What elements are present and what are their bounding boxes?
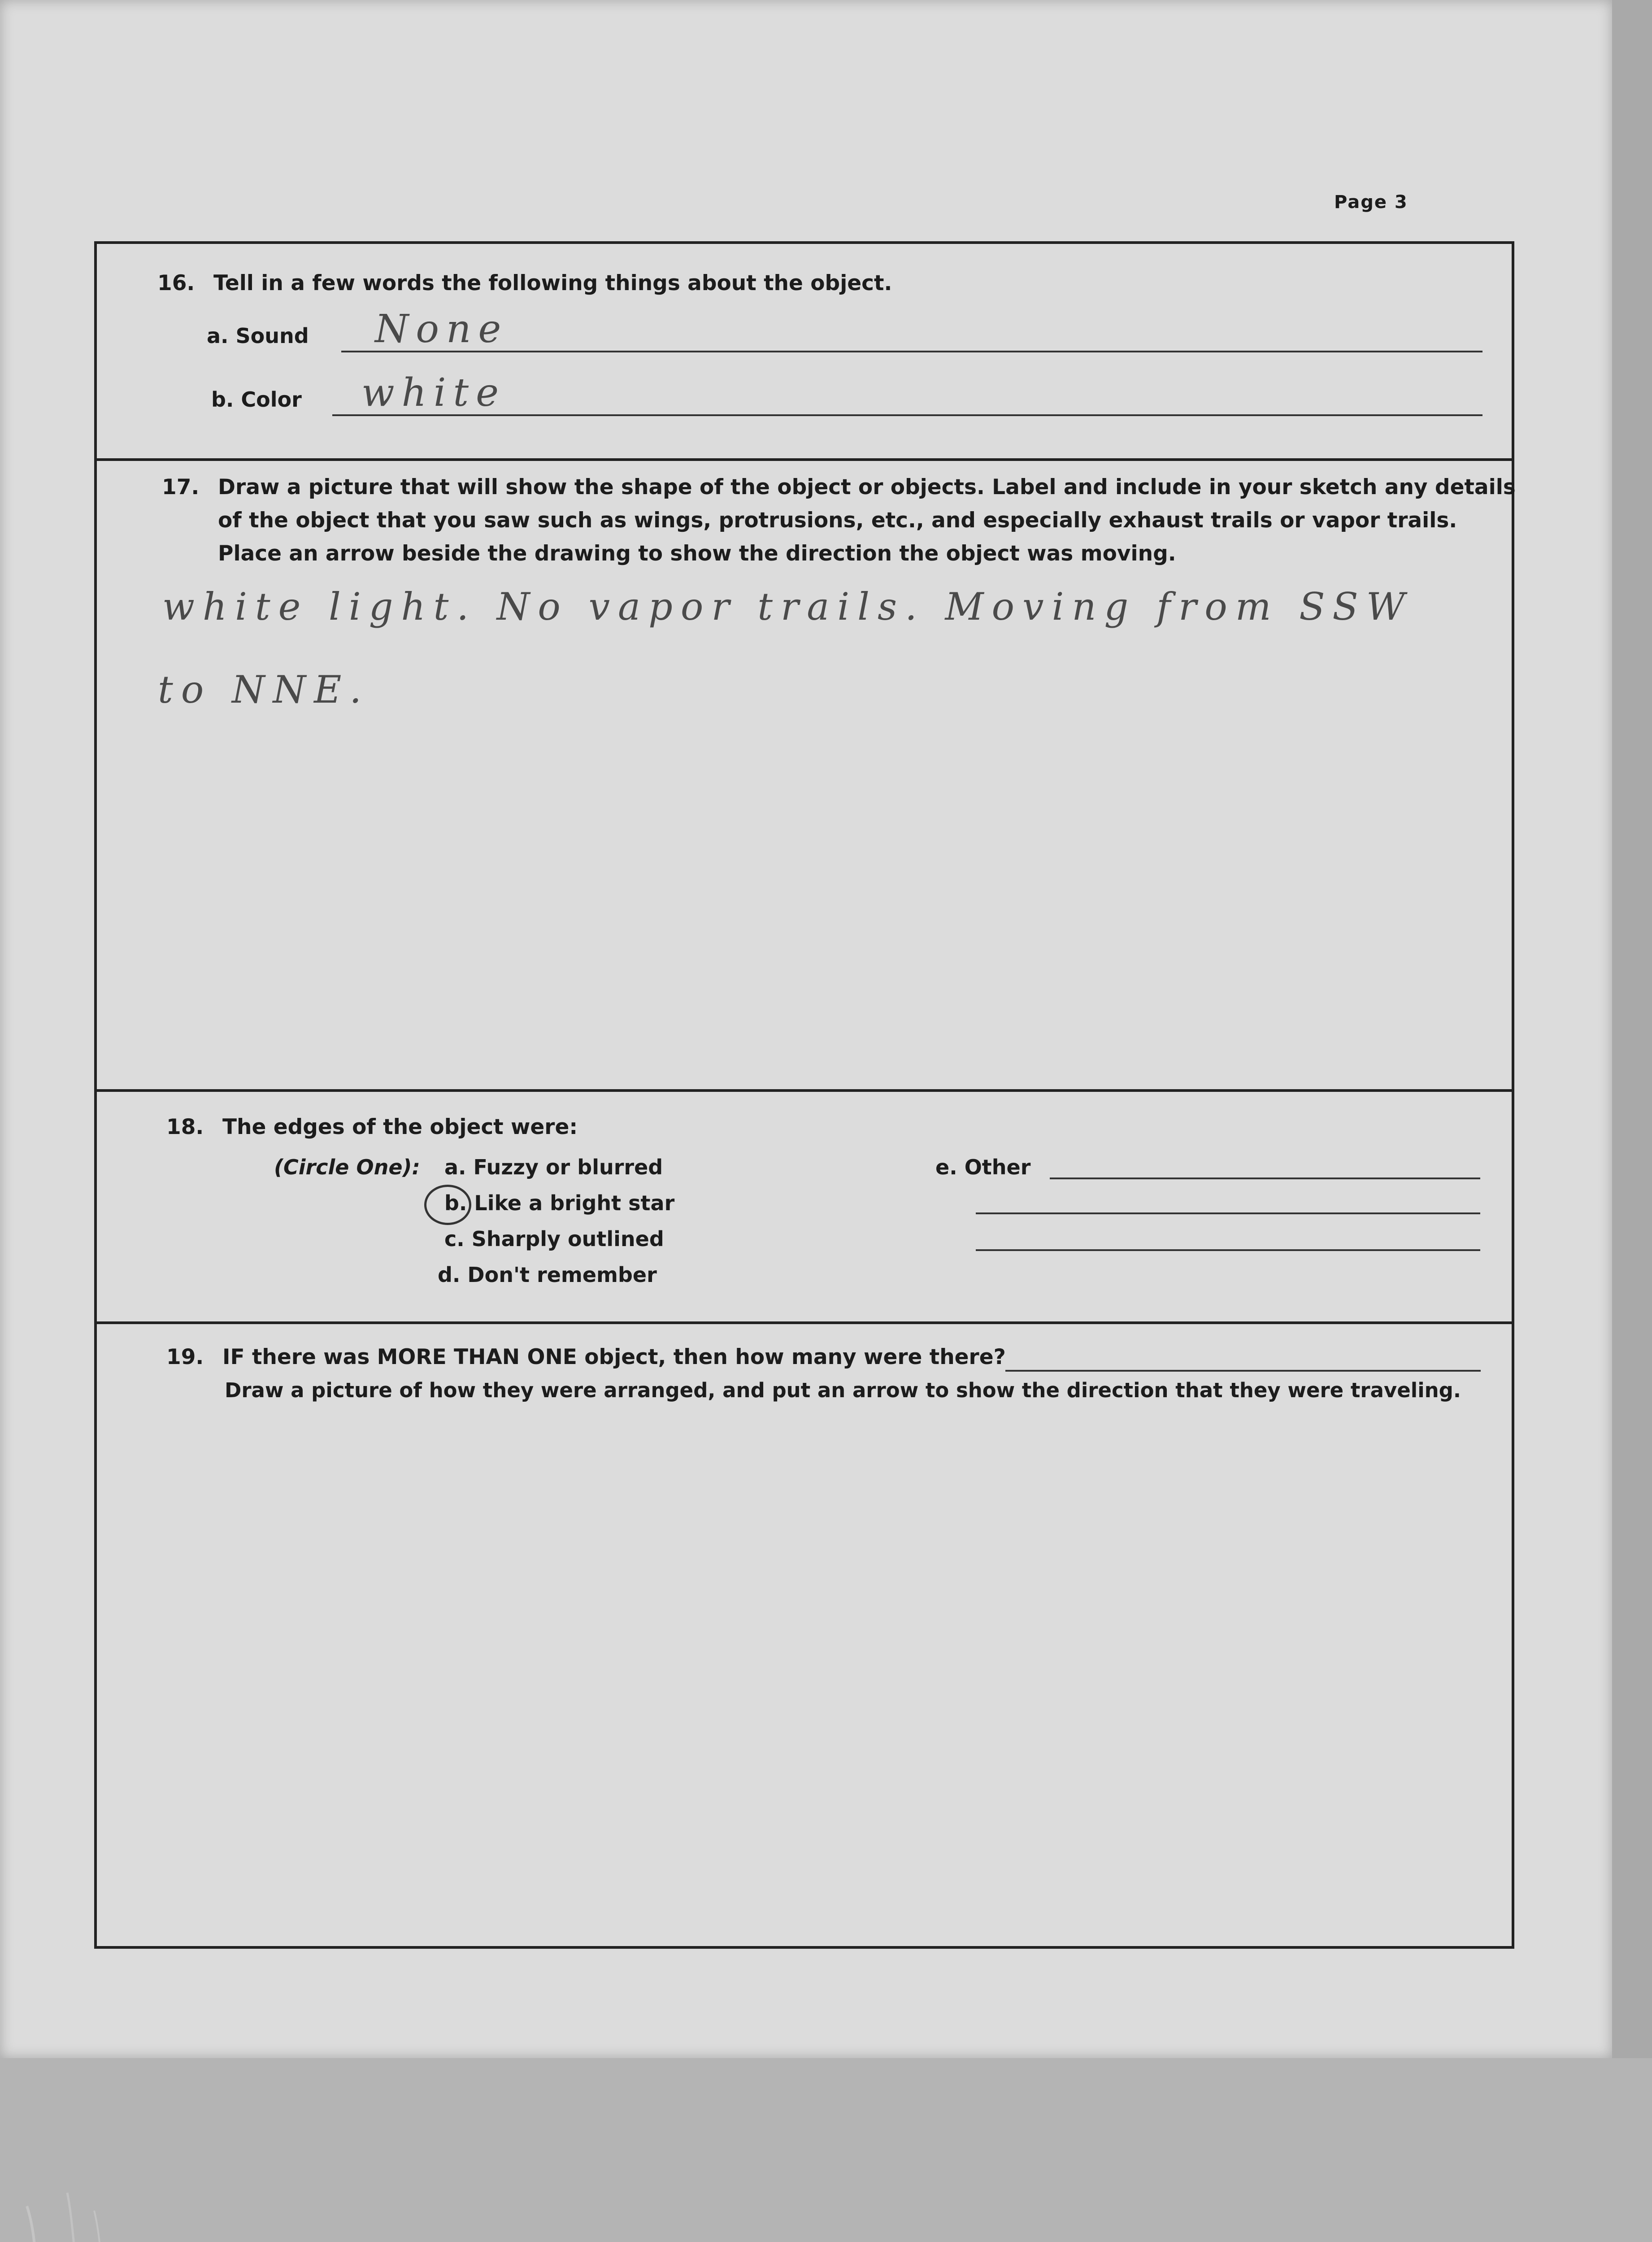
q18-other-line2[interactable]	[976, 1212, 1480, 1214]
q18-option-a[interactable]: a. Fuzzy or blurred	[444, 1155, 663, 1179]
q19-text: IF there was MORE THAN ONE object, then how many were there?	[222, 1345, 1006, 1369]
q18-number: 18.	[166, 1115, 204, 1139]
q17-line1	[162, 475, 1516, 500]
q17-text-line3: Place an arrow beside the drawing to show the direction the object was moving.	[218, 541, 1176, 566]
q18-option-d[interactable]: d. Don't remember	[438, 1263, 657, 1287]
page-number: Page 3	[1334, 192, 1408, 213]
q18-option-e[interactable]: e. Other	[935, 1155, 1031, 1179]
q16-text: Tell in a few words the following things about the object.	[213, 271, 892, 295]
q16-sound-answer[interactable]: None	[375, 307, 509, 352]
q17-answer-line2: to NNE.	[158, 668, 370, 712]
q16-number: 16.	[157, 271, 195, 295]
q18-other-line1[interactable]	[1050, 1177, 1480, 1179]
q18-heading	[166, 1115, 578, 1139]
q18-instruction: (Circle One):	[274, 1155, 420, 1179]
q18-option-b[interactable]: b. Like a bright star	[444, 1191, 675, 1215]
q16-heading	[157, 271, 892, 295]
q17-text-line2: of the object that you saw such as wings, protrusions, etc., and especially exhaust trails or vapor trails.	[218, 508, 1457, 533]
q18-other-line3[interactable]	[976, 1249, 1480, 1251]
q18-text: The edges of the object were:	[222, 1115, 578, 1139]
form-box	[94, 241, 1514, 1949]
q19-heading	[166, 1345, 1006, 1369]
divider-16-17	[97, 458, 1512, 461]
q19-number: 19.	[166, 1345, 204, 1369]
q16-sound-label: a. Sound	[207, 324, 309, 348]
film-scratch-marks	[0, 2058, 269, 2242]
q17-text-line1: Draw a picture that will show the shape of the object or objects. Label and include in your sketch any details	[218, 475, 1516, 500]
q17-answer-line1: white light. No vapor trails. Moving from SSW	[162, 585, 1413, 629]
q17-drawing-area[interactable]	[100, 576, 1508, 1060]
q19-text-line2: Draw a picture of how they were arranged, and put an arrow to show the direction that they were traveling.	[225, 1378, 1461, 1402]
q17-number: 17.	[162, 475, 200, 500]
q16-color-answer[interactable]: white	[361, 370, 506, 415]
q16-color-label: b. Color	[211, 387, 302, 412]
divider-17-18	[97, 1089, 1512, 1092]
q19-drawing-area[interactable]	[100, 1414, 1508, 1939]
q18-option-c[interactable]: c. Sharply outlined	[444, 1227, 664, 1251]
q16-sound-line	[341, 351, 1482, 352]
q19-count-line[interactable]	[1005, 1370, 1481, 1372]
q18-selected-circle	[424, 1185, 471, 1225]
divider-18-19	[97, 1321, 1512, 1324]
